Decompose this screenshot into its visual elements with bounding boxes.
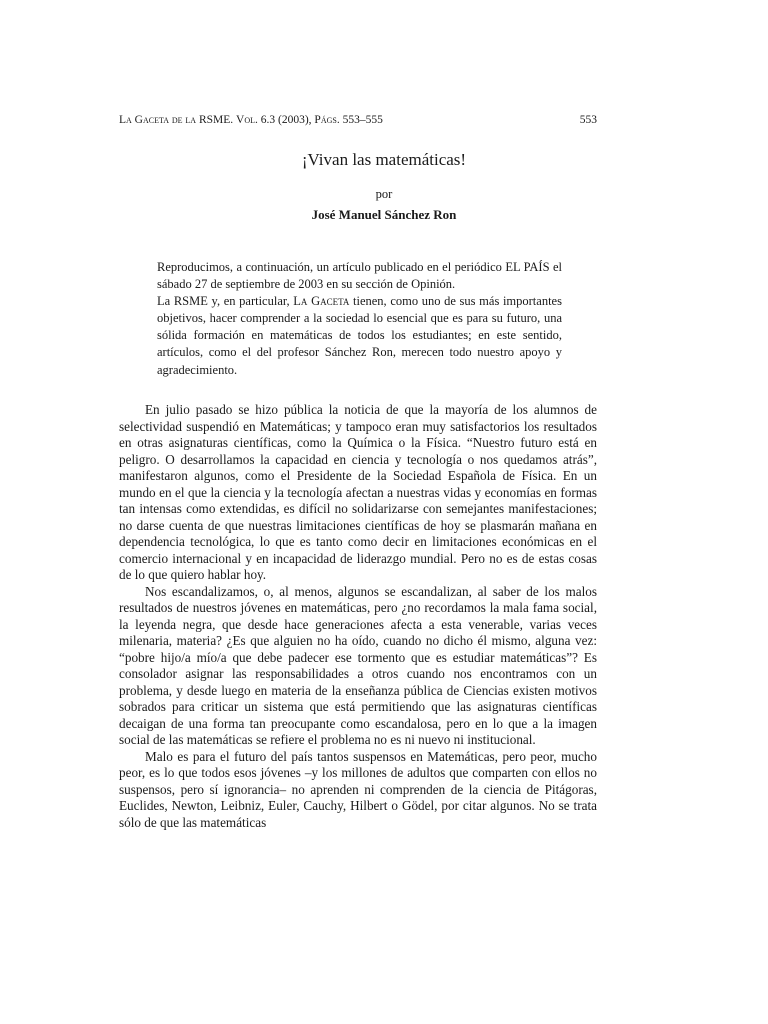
abstract-paragraph <box>157 293 562 378</box>
abstract-text: La RSME y, en particular, <box>157 294 290 309</box>
body-paragraph: Malo es para el futuro del país tantos suspensos en Matemáticas, pero peor, mucho peor, es lo que todos esos jóvenes –y los millones de adultos que comparten con ellos no suspensos, pero sí ignorancia– no aprenden ni comprenden de la ciencia de Pitágoras, Euclides, Newton, Leibniz, Euler, Cauchy, Hilbert o Gödel, por citar algunos. No se trata sólo de que las matemáticas <box>119 748 597 830</box>
journal-volume: Vol. 6.3 (2003), <box>236 114 312 126</box>
page-number: 553 <box>579 114 597 126</box>
abstract-text: tienen, como uno de sus más importantes objetivos, hacer comprender a la sociedad lo esencial que es para su futuro, una sólida formación en matemáticas de todos los estudiantes; en este sentido, artículos, como el del profesor Sánchez Ron, merecen todo nuestro apoyo y agradecimiento. <box>157 294 562 377</box>
page-range: 553–555 <box>342 114 383 126</box>
abstract-paragraph: Reproducimos, a continuación, un artículo publicado en el periódico EL PAÍS el sábado 27 de septiembre de 2003 en su sección de Opinión. <box>157 260 562 292</box>
abstract <box>157 259 562 379</box>
article-author: José Manuel Sánchez Ron <box>311 207 457 222</box>
gaceta-name: La Gaceta <box>293 294 350 309</box>
article-body <box>119 402 597 831</box>
article-title: ¡Vivan las matemáticas! <box>301 150 467 169</box>
journal-name: La Gaceta de la RSME. <box>119 114 234 126</box>
running-head-citation <box>119 114 383 126</box>
running-head <box>119 114 597 126</box>
pages-label: Págs. <box>314 114 340 126</box>
body-paragraph: Nos escandalizamos, o, al menos, algunos se escandalizan, al saber de los malos resultados de nuestros jóvenes en matemáticas, pero ¿no recordamos la mala fama social, la leyenda negra, que desde hace generaciones afecta a esta venerable, varias veces milenaria, materia? ¿Es que alguien no ha oído, cuando no dicho él mismo, alguna vez: “pobre hijo/a mío/a que debe padecer ese tormento que es estudiar matemáticas”? Es consolador asignar las responsabilidades a otros cuando nos encontramos con un problema, y desde luego en materia de la enseñanza pública de Ciencias existen motivos sobrados para criticar un sistema que está permitiendo que las asignaturas científicas decaigan de una forma tan preocupante como escandalosa, pero en lo que a la imagen social de las matemáticas se refiere el problema no es ni nuevo ni institucional. <box>119 583 597 747</box>
body-paragraph: En julio pasado se hizo pública la noticia de que la mayoría de los alumnos de selectividad suspendió en Matemáticas; y tampoco eran muy satisfactorios los resultados en otras asignaturas científicas, como la Química o la Física. “Nuestro futuro está en peligro. O desarrollamos la capacidad en ciencia y tecnología o nos quedamos atrás”, manifestaron algunos, como el Presidente de la Sociedad Española de Física. En un mundo en el que la ciencia y la tecnología afectan a nuestras vidas y economías en formas tan intensas como extendidas, es difícil no solidarizarse con semejantes manifestaciones; no darse cuenta de que nuestras limitaciones científicas de hoy se plasmarán mañana en dependencia tecnológica, lo que es tanto como decir en limitaciones económicas en el comercio internacional y en incapacidad de liderazgo mundial. Pero no es de estas cosas de lo que quiero hablar hoy. <box>119 402 597 582</box>
byline-por: por <box>375 187 393 201</box>
